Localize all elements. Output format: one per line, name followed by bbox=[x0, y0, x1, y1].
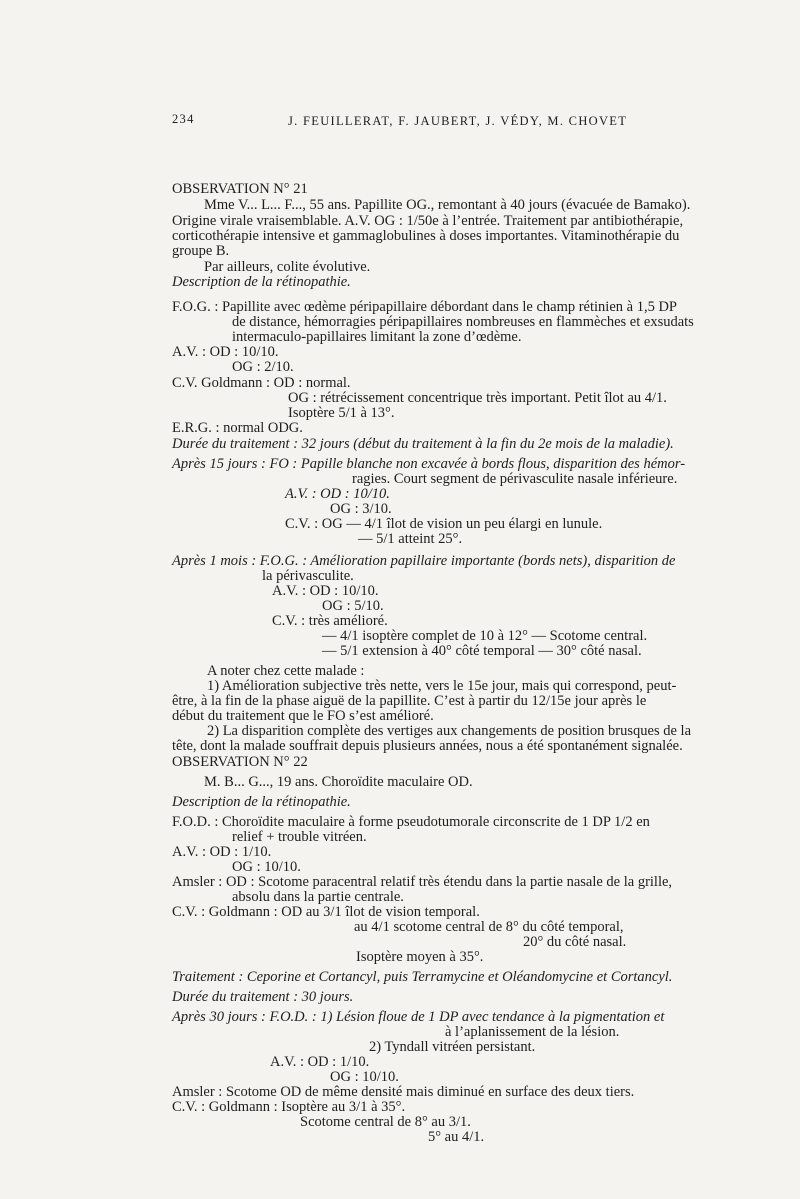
text-line: 2) Tyndall vitréen persistant. bbox=[369, 1039, 536, 1055]
section-heading: OBSERVATION N° 21 bbox=[172, 181, 308, 197]
text-line: de distance, hémorragies péripapillaires nombreuses en flammèches et exsudats bbox=[232, 314, 694, 330]
text-line: — 5/1 atteint 25°. bbox=[358, 531, 463, 547]
text-line: absolu dans la partie centrale. bbox=[232, 889, 404, 905]
text-line: C.V. Goldmann : OD : normal. bbox=[172, 375, 351, 391]
text-line: C.V. : très amélioré. bbox=[272, 613, 388, 629]
text-line: Isoptère 5/1 à 13°. bbox=[288, 405, 395, 421]
text-line: à l’aplanissement de la lésion. bbox=[445, 1024, 620, 1040]
text-line: Scotome central de 8° au 3/1. bbox=[300, 1114, 471, 1130]
section-heading: OBSERVATION N° 22 bbox=[172, 754, 308, 770]
text-line: la périvasculite. bbox=[262, 568, 354, 584]
text-line: Amsler : OD : Scotome paracentral relatif très étendu dans la partie nasale de la grille, bbox=[172, 874, 673, 890]
text-line: Origine virale vraisemblable. A.V. OG : 1/50e à l’entrée. Traitement par antibiothérapie, bbox=[172, 213, 684, 229]
text-line: Isoptère moyen à 35°. bbox=[356, 949, 484, 965]
text-line: A.V. : OD : 10/10. bbox=[285, 486, 390, 502]
text-line: 2) La disparition complète des vertiges aux changements de position brusques de la bbox=[207, 723, 692, 739]
text-line: A noter chez cette malade : bbox=[207, 663, 365, 679]
text-line: Traitement : Ceporine et Cortancyl, puis Terramycine et Oléandomycine et Cortancyl. bbox=[172, 969, 673, 985]
text-line: Durée du traitement : 32 jours (début du traitement à la fin du 2e mois de la maladie). bbox=[172, 436, 674, 452]
text-line: OG : 3/10. bbox=[330, 501, 392, 517]
page-number: 234 bbox=[172, 112, 195, 126]
text-line: C.V. : OG — 4/1 îlot de vision un peu élargi en lunule. bbox=[285, 516, 603, 532]
text-line: tête, dont la malade souffrait depuis plusieurs années, nous a été spontanément signalée. bbox=[172, 738, 683, 754]
text-line: Après 1 mois : F.O.G. : Amélioration papillaire importante (bords nets), disparition de bbox=[172, 553, 676, 569]
text-line: 5° au 4/1. bbox=[428, 1129, 485, 1145]
text-line: F.O.D. : Choroïdite maculaire à forme pseudotumorale circonscrite de 1 DP 1/2 en bbox=[172, 814, 650, 830]
text-line: Description de la rétinopathie. bbox=[172, 794, 351, 810]
text-line: C.V. : Goldmann : Isoptère au 3/1 à 35°. bbox=[172, 1099, 406, 1115]
text-line: Durée du traitement : 30 jours. bbox=[172, 989, 354, 1005]
text-line: Après 15 jours : FO : Papille blanche non excavée à bords flous, disparition des hémor- bbox=[172, 456, 686, 472]
text-line: OG : 10/10. bbox=[330, 1069, 399, 1085]
text-line: — 5/1 extension à 40° côté temporal — 30° côté nasal. bbox=[322, 643, 642, 659]
text-line: C.V. : Goldmann : OD au 3/1 îlot de vision temporal. bbox=[172, 904, 480, 920]
text-line: Mme V... L... F..., 55 ans. Papillite OG., remontant à 40 jours (évacuée de Bamako). bbox=[204, 197, 691, 213]
text-line: Après 30 jours : F.O.D. : 1) Lésion floue de 1 DP avec tendance à la pigmentation et bbox=[172, 1009, 665, 1025]
text-line: corticothérapie intensive et gammaglobulines à doses importantes. Vitaminothérapie du bbox=[172, 228, 680, 244]
text-line: A.V. : OD : 10/10. bbox=[272, 583, 379, 599]
text-line: être, à la fin de la phase aiguë de la papillite. C’est à partir du 12/15e jour après le bbox=[172, 693, 647, 709]
text-line: au 4/1 scotome central de 8° du côté temporal, bbox=[354, 919, 624, 935]
text-line: 1) Amélioration subjective très nette, vers le 15e jour, mais qui correspond, peut- bbox=[207, 678, 677, 694]
text-line: 20° du côté nasal. bbox=[523, 934, 627, 950]
text-line: Par ailleurs, colite évolutive. bbox=[204, 259, 371, 275]
running-header: J. FEUILLERAT, F. JAUBERT, J. VÉDY, M. CHOVET bbox=[288, 114, 628, 128]
text-line: ragies. Court segment de périvasculite nasale inférieure. bbox=[352, 471, 678, 487]
text-line: relief + trouble vitréen. bbox=[232, 829, 367, 845]
text-line: Description de la rétinopathie. bbox=[172, 274, 351, 290]
text-line: E.R.G. : normal ODG. bbox=[172, 420, 303, 436]
text-line: Amsler : Scotome OD de même densité mais diminué en surface des deux tiers. bbox=[172, 1084, 635, 1100]
text-line: A.V. : OD : 1/10. bbox=[270, 1054, 370, 1070]
text-line: groupe B. bbox=[172, 243, 230, 259]
text-line: F.O.G. : Papillite avec œdème péripapillaire débordant dans le champ rétinien à 1,5 DP bbox=[172, 299, 677, 315]
text-line: A.V. : OD : 10/10. bbox=[172, 344, 279, 360]
text-line: OG : 2/10. bbox=[232, 359, 294, 375]
text-line: — 4/1 isoptère complet de 10 à 12° — Scotome central. bbox=[322, 628, 648, 644]
text-line: début du traitement que le FO s’est amélioré. bbox=[172, 708, 434, 724]
text-line: intermaculo-papillaires limitant la zone d’œdème. bbox=[232, 329, 522, 345]
text-line: OG : rétrécissement concentrique très important. Petit îlot au 4/1. bbox=[288, 390, 667, 406]
text-line: M. B... G..., 19 ans. Choroïdite maculaire OD. bbox=[204, 774, 473, 790]
text-line: OG : 10/10. bbox=[232, 859, 301, 875]
text-line: OG : 5/10. bbox=[322, 598, 384, 614]
text-line: A.V. : OD : 1/10. bbox=[172, 844, 272, 860]
